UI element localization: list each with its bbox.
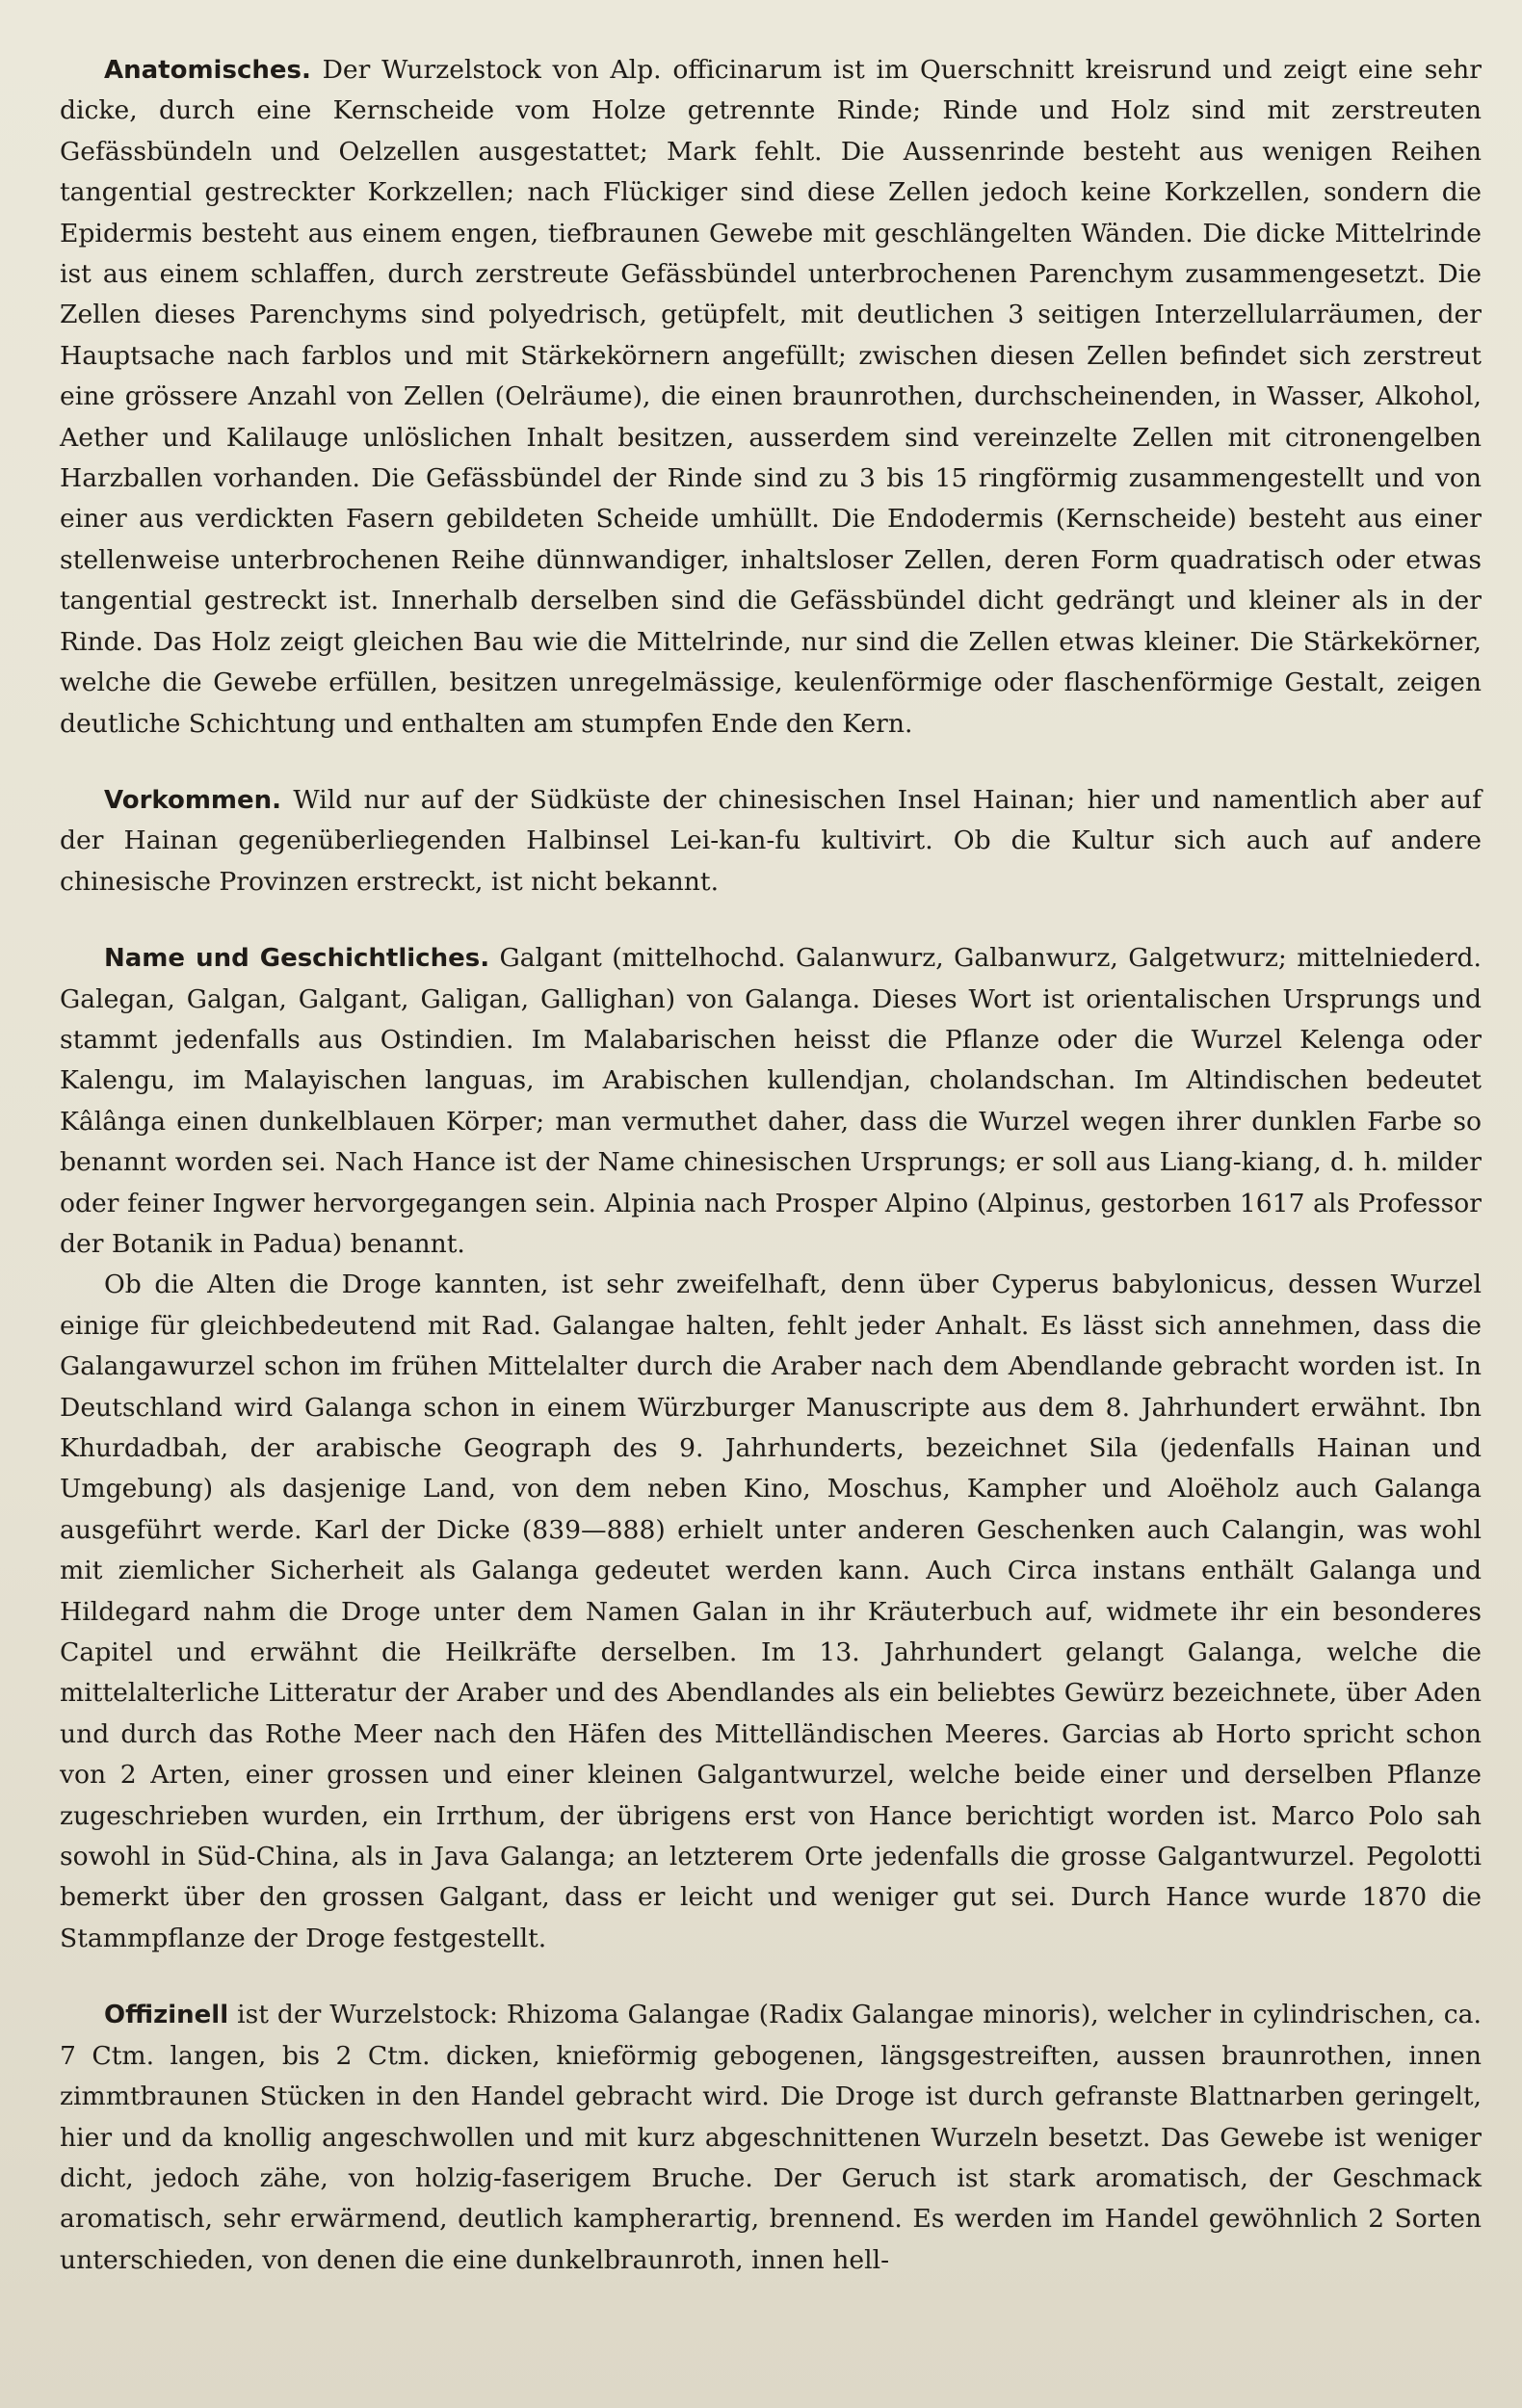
paragraph-text: Wild nur auf der Südküste der chinesischen Insel Hainan; hier und namentlich aber auf der Hainan gegenüberliegenden Halbinsel Lei-kan-fu kultivirt. Ob die Kultur sich auch auf andere chinesische Provinzen erstreckt, ist nicht bekannt. bbox=[60, 784, 1482, 897]
paragraph bbox=[60, 780, 1482, 903]
section-heading: Name und Geschichtliches. bbox=[104, 944, 490, 974]
section-heading: Vorkommen. bbox=[104, 785, 282, 815]
paragraph-text: Ob die Alten die Droge kannten, ist sehr zweifelhaft, denn über Cyperus babylonicus, dessen Wurzel einige für gleichbedeutend mit Rad. Galangae halten, fehlt jeder Anhalt. Es lässt sich annehmen, dass die Galangawurzel schon im frühen Mittelalter durch die Araber nach dem Abendlande gebracht worden ist. In Deutschland wird Galanga schon in einem Würzburger Manuscripte aus dem 8. Jahrhundert erwähnt. Ibn Khurdadbah, der arabische Geograph des 9. Jahrhunderts, bezeichnet Sila (jedenfalls Hainan und Umgebung) als dasjenige Land, von dem neben Kino, Moschus, Kampher und Aloëholz auch Galanga ausgeführt werde. Karl der Dicke (839—888) erhielt unter anderen Geschenken auch Calangin, was wohl mit ziemlicher Sicherheit als Galanga gedeutet werden kann. Auch Circa instans enthält Galanga und Hildegard nahm die Droge unter dem Namen Galan in ihr Kräuterbuch auf, widmete ihr ein besonderes Capitel und erwähnt die Heilkräfte derselben. Im 13. Jahrhundert gelangt Galanga, welche die mittelalterliche Litteratur der Araber und des Abendlandes als ein beliebtes Gewürz bezeichnete, über Aden und durch das Rothe Meer nach den Häfen des Mittelländischen Meeres. Garcias ab Horto spricht schon von 2 Arten, einer grossen und einer kleinen Galgantwurzel, welche beide einer und derselben Pflanze zugeschrieben wurden, ein Irrthum, der übrigens erst von Hance berichtigt worden ist. Marco Polo sah sowohl in Süd-China, als in Java Galanga; an letzterem Orte jedenfalls die grosse Galgantwurzel. Pegolotti bemerkt über den grossen Galgant, dass er leicht und weniger gut sei. Durch Hance wurde 1870 die Stammpflanze der Droge festgestellt. bbox=[60, 1269, 1482, 1953]
paragraph bbox=[60, 1265, 1482, 1959]
paragraph bbox=[60, 50, 1482, 745]
section-vorkommen bbox=[60, 780, 1482, 903]
section-offizinell bbox=[60, 1995, 1482, 2281]
section-anatomisches bbox=[60, 50, 1482, 745]
section-heading: Anatomisches. bbox=[104, 56, 311, 85]
paragraph-text: Galgant (mittelhochd. Galanwurz, Galbanwurz, Galgetwurz; mittelniederd. Galegan, Galgan, Galgant, Galigan, Gallighan) von Galanga. Dieses Wort ist orientalischen Ursprungs und stammt jedenfalls aus Ostindien. Im Malabarischen heisst die Pflanze oder die Wurzel Kelenga oder Kalengu, im Malayischen languas, im Arabischen kullendjan, cholandschan. Im Altindischen bedeutet Kâlânga einen dunkelblauen Körper; man vermuthet daher, dass die Wurzel wegen ihrer dunklen Farbe so benannt worden sei. Nach Hance ist der Name chinesischen Ursprungs; er soll aus Liang-kiang, d. h. milder oder feiner Ingwer hervorgegangen sein. Alpinia nach Prosper Alpino (Alpinus, gestorben 1617 als Professor der Botanik in Padua) benannt. bbox=[60, 943, 1482, 1259]
section-name-und-geschichtliches bbox=[60, 938, 1482, 1959]
paragraph bbox=[60, 938, 1482, 1265]
section-heading: Offizinell bbox=[104, 2001, 229, 2030]
paragraph bbox=[60, 1995, 1482, 2281]
paragraph-text: Der Wurzelstock von Alp. officinarum ist im Querschnitt kreisrund und zeigt eine sehr dicke, durch eine Kernscheide vom Holze getrennte Rinde; Rinde und Holz sind mit zerstreuten Gefässbündeln und Oelzellen ausgestattet; Mark fehlt. Die Aussenrinde besteht aus wenigen Reihen tangential gestreckter Korkzellen; nach Flückiger sind diese Zellen jedoch keine Korkzellen, sondern die Epidermis besteht aus einem engen, tiefbraunen Gewebe mit geschlängelten Wänden. Die dicke Mittelrinde ist aus einem schlaffen, durch zerstreute Gefässbündel unterbrochenen Parenchym zusammengesetzt. Die Zellen dieses Parenchyms sind polyedrisch, getüpfelt, mit deutlichen 3 seitigen Interzellularräumen, der Hauptsache nach farblos und mit Stärkekörnern angefüllt; zwischen diesen Zellen befindet sich zerstreut eine grössere Anzahl von Zellen (Oelräume), die einen braunrothen, durchscheinenden, in Wasser, Alkohol, Aether und Kalilauge unlöslichen Inhalt besitzen, ausserdem sind vereinzelte Zellen mit citronengelben Harzballen vorhanden. Die Gefässbündel der Rinde sind zu 3 bis 15 ringförmig zusammengestellt und von einer aus verdickten Fasern gebildeten Scheide umhüllt. Die Endodermis (Kernscheide) besteht aus einer stellenweise unterbrochenen Reihe dünnwandiger, inhaltsloser Zellen, deren Form quadratisch oder etwas tangential gestreckt ist. Innerhalb derselben sind die Gefässbündel dicht gedrängt und kleiner als in der Rinde. Das Holz zeigt gleichen Bau wie die Mittelrinde, nur sind die Zellen etwas kleiner. Die Stärkekörner, welche die Gewebe erfüllen, besitzen unregelmässige, keulenförmige oder flaschenförmige Gestalt, zeigen deutliche Schichtung und enthalten am stumpfen Ende den Kern. bbox=[60, 55, 1482, 739]
paragraph-text: ist der Wurzelstock: Rhizoma Galangae (Radix Galangae minoris), welcher in cylindrischen, ca. 7 Ctm. langen, bis 2 Ctm. dicken, knieförmig gebogenen, längsgestreiften, aussen braunrothen, innen zimmtbraunen Stücken in den Handel gebracht wird. Die Droge ist durch gefranste Blattnarben geringelt, hier und da knollig angeschwollen und mit kurz abgeschnittenen Wurzeln besetzt. Das Gewebe ist weniger dicht, jedoch zähe, von holzig-faserigem Bruche. Der Geruch ist stark aromatisch, der Geschmack aromatisch, sehr erwärmend, deutlich kampherartig, brennend. Es werden im Handel gewöhnlich 2 Sorten unterschieden, von denen die eine dunkelbraunroth, innen hell- bbox=[60, 2000, 1482, 2275]
